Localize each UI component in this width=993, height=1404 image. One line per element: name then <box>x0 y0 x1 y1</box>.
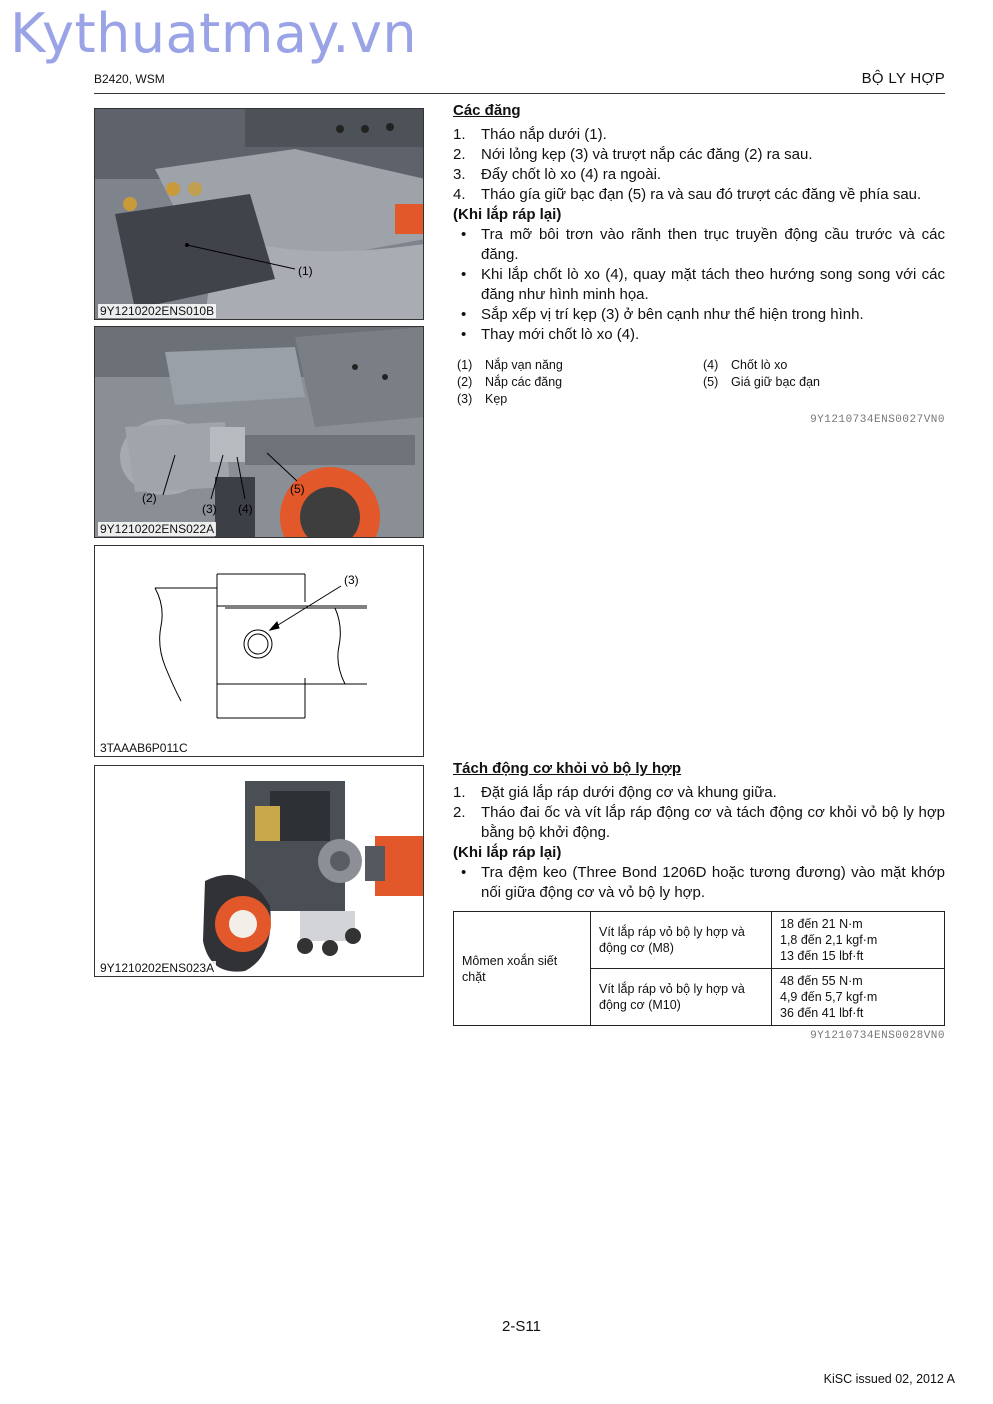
table-row <box>454 912 945 969</box>
torque-values: 18 đến 21 N·m 1,8 đến 2,1 kgf·m 13 đến 15 lbf·ft <box>772 912 945 969</box>
document-code: 9Y1210734ENS0027VN0 <box>810 414 945 426</box>
figure-code: 9Y1210202ENS023A <box>100 961 215 975</box>
photo-engine-separation <box>95 766 424 977</box>
callout-4: (4) <box>238 502 253 516</box>
reassembly-title: (Khi lắp ráp lại) <box>453 844 562 861</box>
legend-item: (4) Chốt lò xo <box>703 358 788 372</box>
section-engine-separation <box>453 760 945 1042</box>
step-item: 3. Đẩy chốt lò xo (4) ra ngoài. <box>453 166 662 183</box>
reassembly-title: (Khi lắp ráp lại) <box>453 206 562 223</box>
document-code: 9Y1210734ENS0028VN0 <box>810 1030 945 1042</box>
section-title: Tách động cơ khỏi vỏ bộ ly hợp <box>453 760 682 777</box>
reassembly-list <box>453 863 945 903</box>
parts-legend <box>453 357 945 408</box>
header-rule <box>94 93 945 94</box>
callout-3: (3) <box>202 502 217 516</box>
watermark: Kythuatmay.vn <box>10 2 418 65</box>
bullet-item: • Khi lắp chốt lò xo (4), quay mặt tách theo hướng song song với các đăng như hình minh họa. <box>453 265 945 305</box>
bullet-item: • Tra đệm keo (Three Bond 1206D hoặc tương đương) vào mặt khớp nối giữa động cơ và vỏ bộ ly hợp. <box>453 863 945 903</box>
figure-engine-separation <box>94 765 424 977</box>
step-item: 1. Đặt giá lắp ráp dưới động cơ và khung giữa. <box>453 784 777 801</box>
torque-label: Mômen xoắn siết chặt <box>454 912 591 1026</box>
torque-item: Vít lắp ráp vỏ bộ ly hợp và động cơ (M10) <box>591 969 772 1026</box>
footer-issue: KiSC issued 02, 2012 A <box>823 1372 955 1386</box>
torque-table <box>453 911 945 1026</box>
figure-code: 3TAAAB6P011C <box>100 741 188 755</box>
bullet-item: • Tra mỡ bôi trơn vào rãnh then trục truyền động cầu trước và các đăng. <box>453 225 945 265</box>
callout-2: (2) <box>142 491 157 505</box>
photo-under-cover <box>95 109 424 320</box>
step-item: 4. Tháo gía giữ bạc đạn (5) ra và sau đó trượt các đăng về phía sau. <box>453 186 922 203</box>
figure-code: 9Y1210202ENS010B <box>100 304 215 318</box>
header-chapter: BỘ LY HỢP <box>861 70 945 87</box>
step-item: 1. Tháo nắp dưới (1). <box>453 126 607 143</box>
legend-item: (1) Nắp vạn năng <box>457 358 563 372</box>
step-item: 2. Nới lỏng kẹp (3) và trượt nắp các đăng (2) ra sau. <box>453 146 813 163</box>
figure-clamp-diagram <box>94 545 424 757</box>
page-number: 2-S11 <box>502 1318 541 1335</box>
header-model: B2420, WSM <box>94 72 165 86</box>
callout-5: (5) <box>290 482 305 496</box>
bullet-item: • Sắp xếp vị trí kẹp (3) ở bên cạnh như thể hiện trong hình. <box>453 305 945 325</box>
torque-item: Vít lắp ráp vỏ bộ ly hợp và động cơ (M8) <box>591 912 772 969</box>
callout-3: (3) <box>344 573 359 587</box>
diagram-clamp-position <box>95 546 424 757</box>
legend-item: (3) Kẹp <box>457 392 508 406</box>
steps-list <box>453 783 945 843</box>
figure-under-cover <box>94 108 424 320</box>
bullet-item: • Thay mới chốt lò xo (4). <box>453 325 945 345</box>
legend-item: (5) Giá giữ bạc đạn <box>703 375 820 389</box>
section-propeller-shaft <box>453 102 945 426</box>
step-item: 2. Tháo đai ốc và vít lắp ráp động cơ và tách động cơ khỏi vỏ bộ ly hợp bằng bộ khởi động. <box>453 804 945 841</box>
callout-1: (1) <box>298 264 313 278</box>
legend-item: (2) Nắp các đăng <box>457 375 563 389</box>
reassembly-list <box>453 225 945 345</box>
steps-list <box>453 125 945 205</box>
figure-driveshaft <box>94 326 424 538</box>
photo-driveshaft <box>95 327 424 538</box>
section-title: Các đăng <box>453 102 521 119</box>
figure-code: 9Y1210202ENS022A <box>100 522 215 536</box>
torque-values: 48 đến 55 N·m 4,9 đến 5,7 kgf·m 36 đến 41 lbf·ft <box>772 969 945 1026</box>
